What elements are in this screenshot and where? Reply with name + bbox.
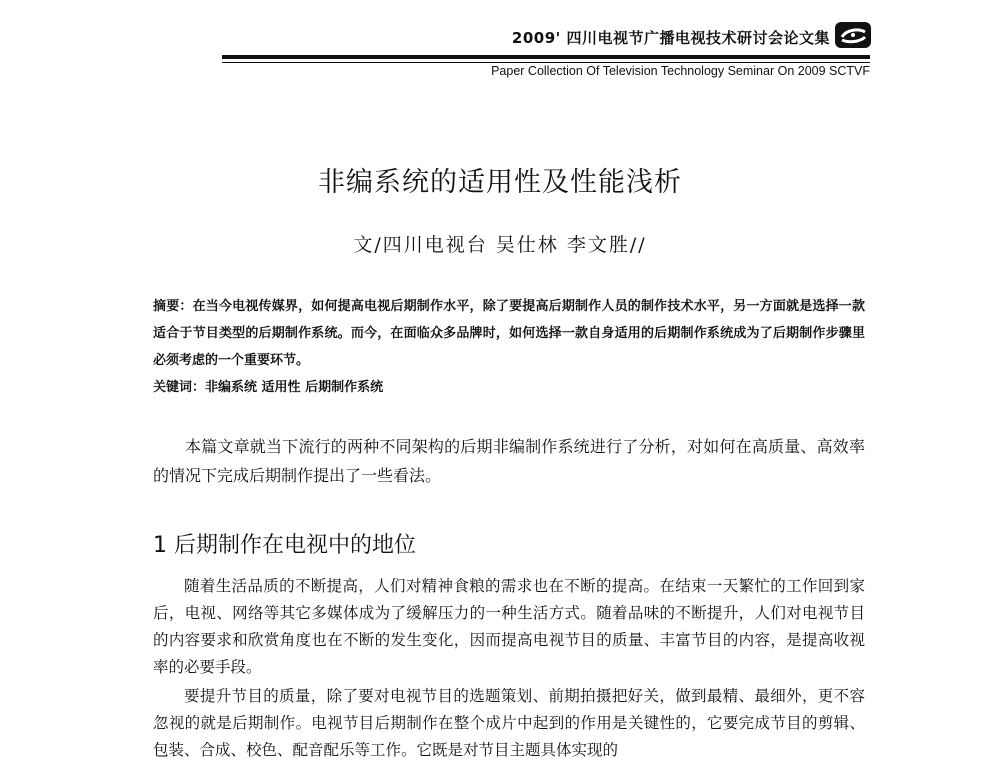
section1-paragraph-2: 要提升节目的质量，除了要对电视节目的选题策划、前期拍摄把好关，做到最精、最细外，更不容忽视的就是后期制作。电视节目后期制作在整个成片中起到的作用是关键性的，它要完成节目的剪辑、包装、合成、校色、配音配乐等工作。它既是对节目主题具体实现的 — [153, 687, 865, 759]
seminar-logo-icon — [834, 21, 872, 49]
paper-title: 非编系统的适用性及性能浅析 — [318, 167, 682, 198]
header-rule-thick — [222, 55, 870, 59]
abstract-text: 在当今电视传媒界，如何提高电视后期制作水平，除了要提高后期制作人员的制作技术水平，另一方面就是选择一款适合于节目类型的后期制作系统。而今，在面临众多品牌时，如何选择一款自身适用的后期制作系统成为了后期制作步骤里必须考虑的一个重要环节。 — [153, 299, 865, 368]
section1-paragraph-1: 随着生活品质的不断提高，人们对精神食粮的需求也在不断的提高。在结束一天繁忙的工作回到家后，电视、网络等其它多媒体成为了缓解压力的一种生活方式。随着品味的不断提升，人们对电视节目的内容要求和欣赏角度也在不断的发生变化，因而提高电视节目的质量、丰富节目的内容，是提高收视率的必要手段。 — [153, 577, 865, 676]
intro-paragraph: 本篇文章就当下流行的两种不同架构的后期非编制作系统进行了分析，对如何在高质量、高效率的情况下完成后期制作提出了一些看法。 — [153, 437, 865, 485]
abstract-block — [153, 293, 865, 401]
abstract-label: 摘要： — [153, 299, 193, 314]
abstract — [153, 293, 865, 374]
keywords-text: 非编系统 适用性 后期制作系统 — [205, 380, 384, 395]
keywords — [153, 374, 865, 401]
author-line: 文/四川电视台 吴仕林 李文胜// — [353, 234, 647, 256]
header-english-title: Paper Collection Of Television Technology Seminar On 2009 SCTVF — [491, 64, 870, 78]
keywords-label: 关键词： — [153, 380, 206, 395]
header-rule-thin — [222, 62, 870, 63]
section-heading-1: 1 后期制作在电视中的地位 — [153, 533, 416, 558]
header-chinese-title: 2009' 四川电视节广播电视技术研讨会论文集 — [511, 29, 830, 47]
